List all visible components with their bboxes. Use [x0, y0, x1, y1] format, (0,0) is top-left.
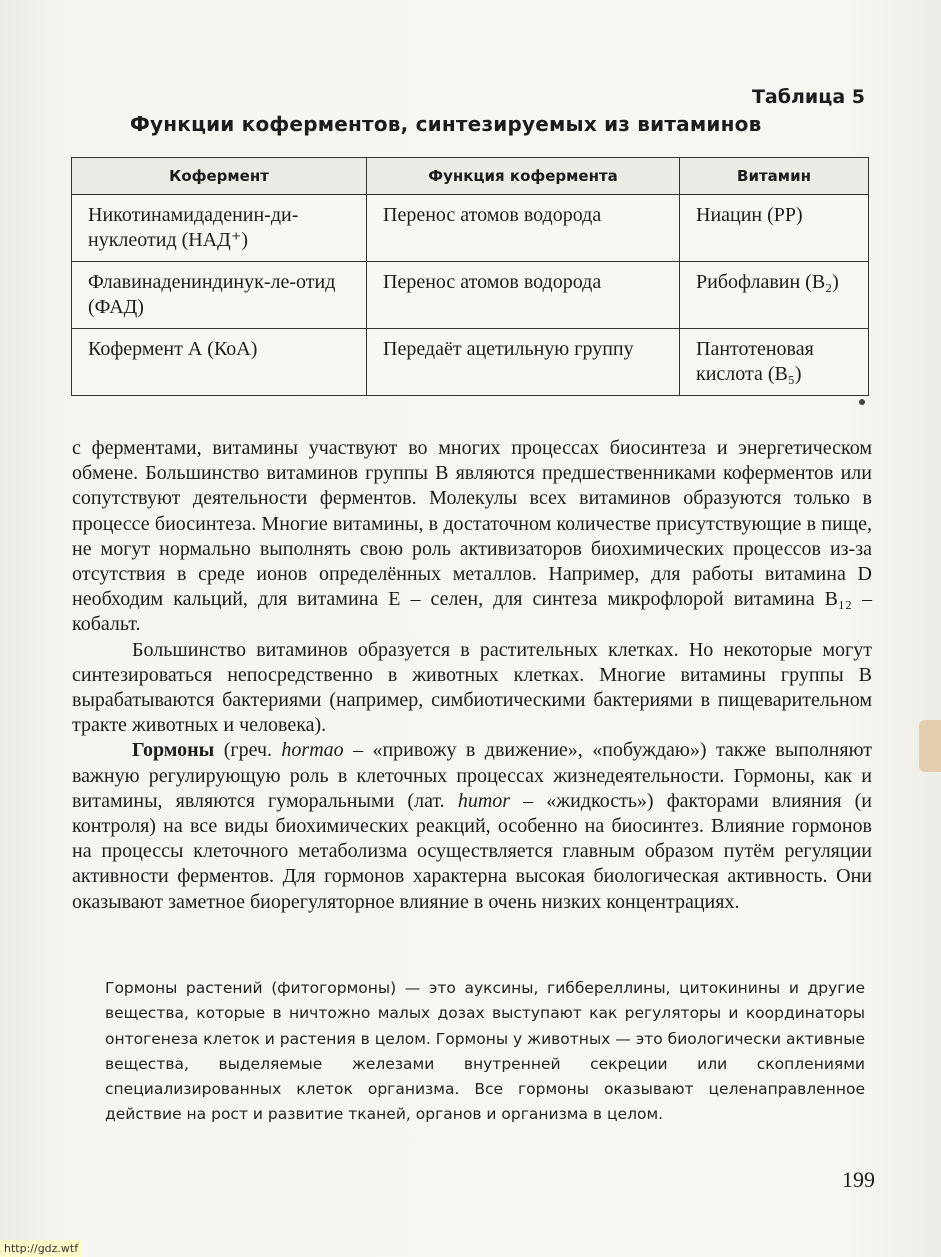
- table-number: Таблица 5: [751, 86, 865, 108]
- table-row: [72, 262, 869, 329]
- cell-vitamin: Ниацин (РР): [680, 195, 869, 262]
- side-tab: [919, 720, 941, 772]
- latin-hormao: hormao: [281, 739, 344, 762]
- page-number: 199: [842, 1167, 875, 1192]
- table-header-row: [72, 158, 869, 195]
- main-text: [72, 436, 872, 915]
- header-vitamin: Витамин: [680, 158, 869, 195]
- latin-humor: humor: [457, 789, 511, 812]
- text-run: – «привожу в движение», «побуждаю») также выполняют важную регулирующую роль в клеточных процессах жизнедеятельности. Гормоны, как и витамины, являются гуморальными (лат.: [72, 739, 872, 812]
- table-title: Функции коферментов, синтезируемых из витаминов: [130, 112, 762, 136]
- paragraph-vitamins: с ферментами, витамины участвуют во многих процессах биосинтеза и энергетическом обмене. Большинство витаминов группы В являются предшественниками коферментов или сопутствуют деятельности ферментов. Молекулы всех витаминов образуются только в процессе биосинтеза. Многие витамины, в достаточном количестве присутствующие в пище, не могут нормально выполнять свою роль активизаторов биохимических процессов из-за отсутствия в среде ионов определённых металлов. Например, для работы витамина D необходим кальций, для витамина Е – селен, для синтеза микрофлорой витамина B₁₂ – кобальт.: [72, 437, 872, 636]
- text-run: – «жидкость») факторами влияния (и контроля) на все виды биохимических реакций, особенно на биосинтез. Влияние гормонов на процессы клеточного метаболизма осуществляется главным образом путём регуляции активности ферментов. Для гормонов характерна высокая биологическая активность. Они оказывают заметное биорегуляторное влияние в очень низких концентрациях.: [72, 789, 873, 913]
- note-block: Гормоны растений (фитогормоны) — это ауксины, гиббереллины, цитокинины и другие вещества, которые в ничтожно малых дозах выступают как регуляторы и координаторы онтогенеза клеток и растения в целом. Гормоны у животных — это биологически активные вещества, выделяемые железами внутренней секреции или скоплениями специализированных клеток организма. Все гормоны оказывают целенаправленное действие на рост и развитие тканей, органов и организма в целом.: [105, 979, 865, 1124]
- cell-coenzyme: Никотинамидаденин-ди-нуклеотид (НАД⁺): [72, 195, 367, 262]
- paragraph-vitamin-synthesis: Большинство витаминов образуется в растительных клетках. Но некоторые могут синтезироваться непосредственно в животных клетках. Многие витамины группы В вырабатываются бактериями (например, симбиотическими бактериями в пищеварительном тракте животных и человека).: [72, 638, 872, 737]
- cell-function: Перенос атомов водорода: [367, 262, 680, 329]
- text-run: (греч.: [214, 739, 282, 762]
- term-hormones: Гормоны: [132, 739, 215, 762]
- coenzyme-table: [71, 157, 869, 396]
- cell-function: Передаёт ацетильную группу: [367, 329, 680, 396]
- ink-dot: [859, 399, 865, 405]
- paragraph-hormones: [72, 738, 872, 914]
- cell-coenzyme: Флавинадениндинук-ле-отид (ФАД): [72, 262, 367, 329]
- header-coenzyme: Кофермент: [72, 158, 367, 195]
- watermark-link[interactable]: http://gdz.wtf: [0, 1240, 82, 1257]
- cell-vitamin: Пантотеновая кислота (B₅): [680, 329, 869, 396]
- cell-coenzyme: Кофермент А (КоА): [72, 329, 367, 396]
- table-row: [72, 329, 869, 396]
- cell-function: Перенос атомов водорода: [367, 195, 680, 262]
- header-function: Функция кофермента: [367, 158, 680, 195]
- cell-vitamin: Рибофлавин (B₂): [680, 262, 869, 329]
- table-row: [72, 195, 869, 262]
